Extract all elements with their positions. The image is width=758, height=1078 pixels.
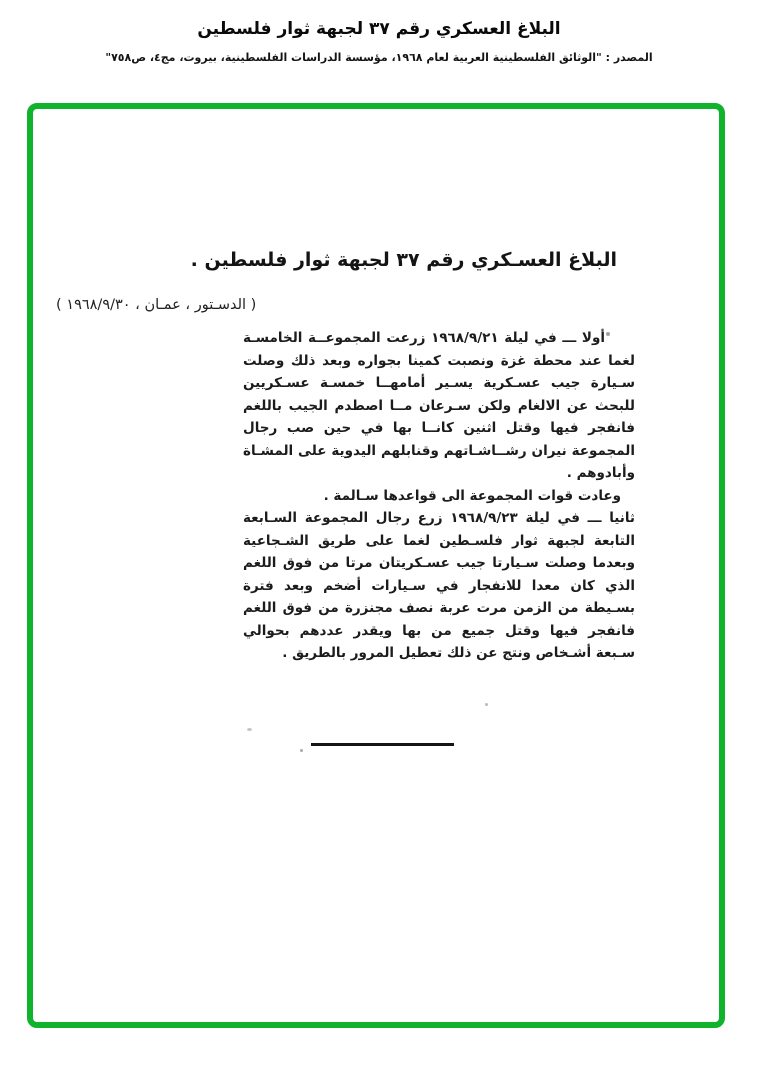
source-citation: المصدر : "الوثائق الفلسطينية العربية لعام ١٩٦٨، مؤسسة الدراسات الفلسطينية، بيروت، مج٤، ص٧٥٨" [105,51,653,64]
signature-divider [311,743,454,746]
scan-speck [247,728,252,731]
communique-body [243,327,635,665]
scan-speck [606,332,610,336]
page-title: البلاغ العسكري رقم ٣٧ لجبهة ثوار فلسطين [197,19,561,39]
communique-paragraph-return: وعادت قوات المجموعة الى قواعدها سـالمة . [323,487,621,504]
scan-speck [300,749,303,752]
communique-title: البلاغ العسـكري رقم ٣٧ لجبهة ثوار فلسطين . [190,249,617,271]
document-frame [27,103,725,1028]
communique-paragraph-second: ثانيا ـــ في ليلة ١٩٦٨/٩/٢٣ زرع رجال المجموعة السـابعة التابعة لجبهة ثوار فلسـطين لغما على طريق الشـجاعية وبعدما وصلت سـيارتا جيب عسـكريتان مرتا من فوق اللغم الذي كان معدا للانفجار في سـيارات أضخم وبعد فترة بسـيطة من الزمن مرت عربة نصف مجنزرة من فوق اللغم فانفجر فيها وقتل جميع من بها ويقدر عددهم بحوالي سـبعة أشـخاص ونتج عن ذلك تعطيل المرور بالطريق . [243,510,635,661]
communique-paragraph-first: أولا ـــ في ليلة ١٩٦٨/٩/٢١ زرعت المجموعــة الخامسـة لغما عند محطة غزة ونصبت كمينا بجواره وبعد ذلك وصلت سـيارة جيب عسـكرية يسـير أمامهــا خمسـة عسـكريين للبحث عن الالغام ولكن سـرعان مــا اصطدم الجيب باللغم فانفجر فيها وقتل اثنين كانــا بها في حين صب رجال المجموعة نيران رشــاشـاتهم وقنابلهم اليدوية على المشـاة وأبادوهم . [243,330,635,481]
communique-byline: ( الدسـتور ، عمـان ، ١٩٦٨/٩/٣٠ ) [56,297,257,313]
scan-speck [485,703,488,706]
